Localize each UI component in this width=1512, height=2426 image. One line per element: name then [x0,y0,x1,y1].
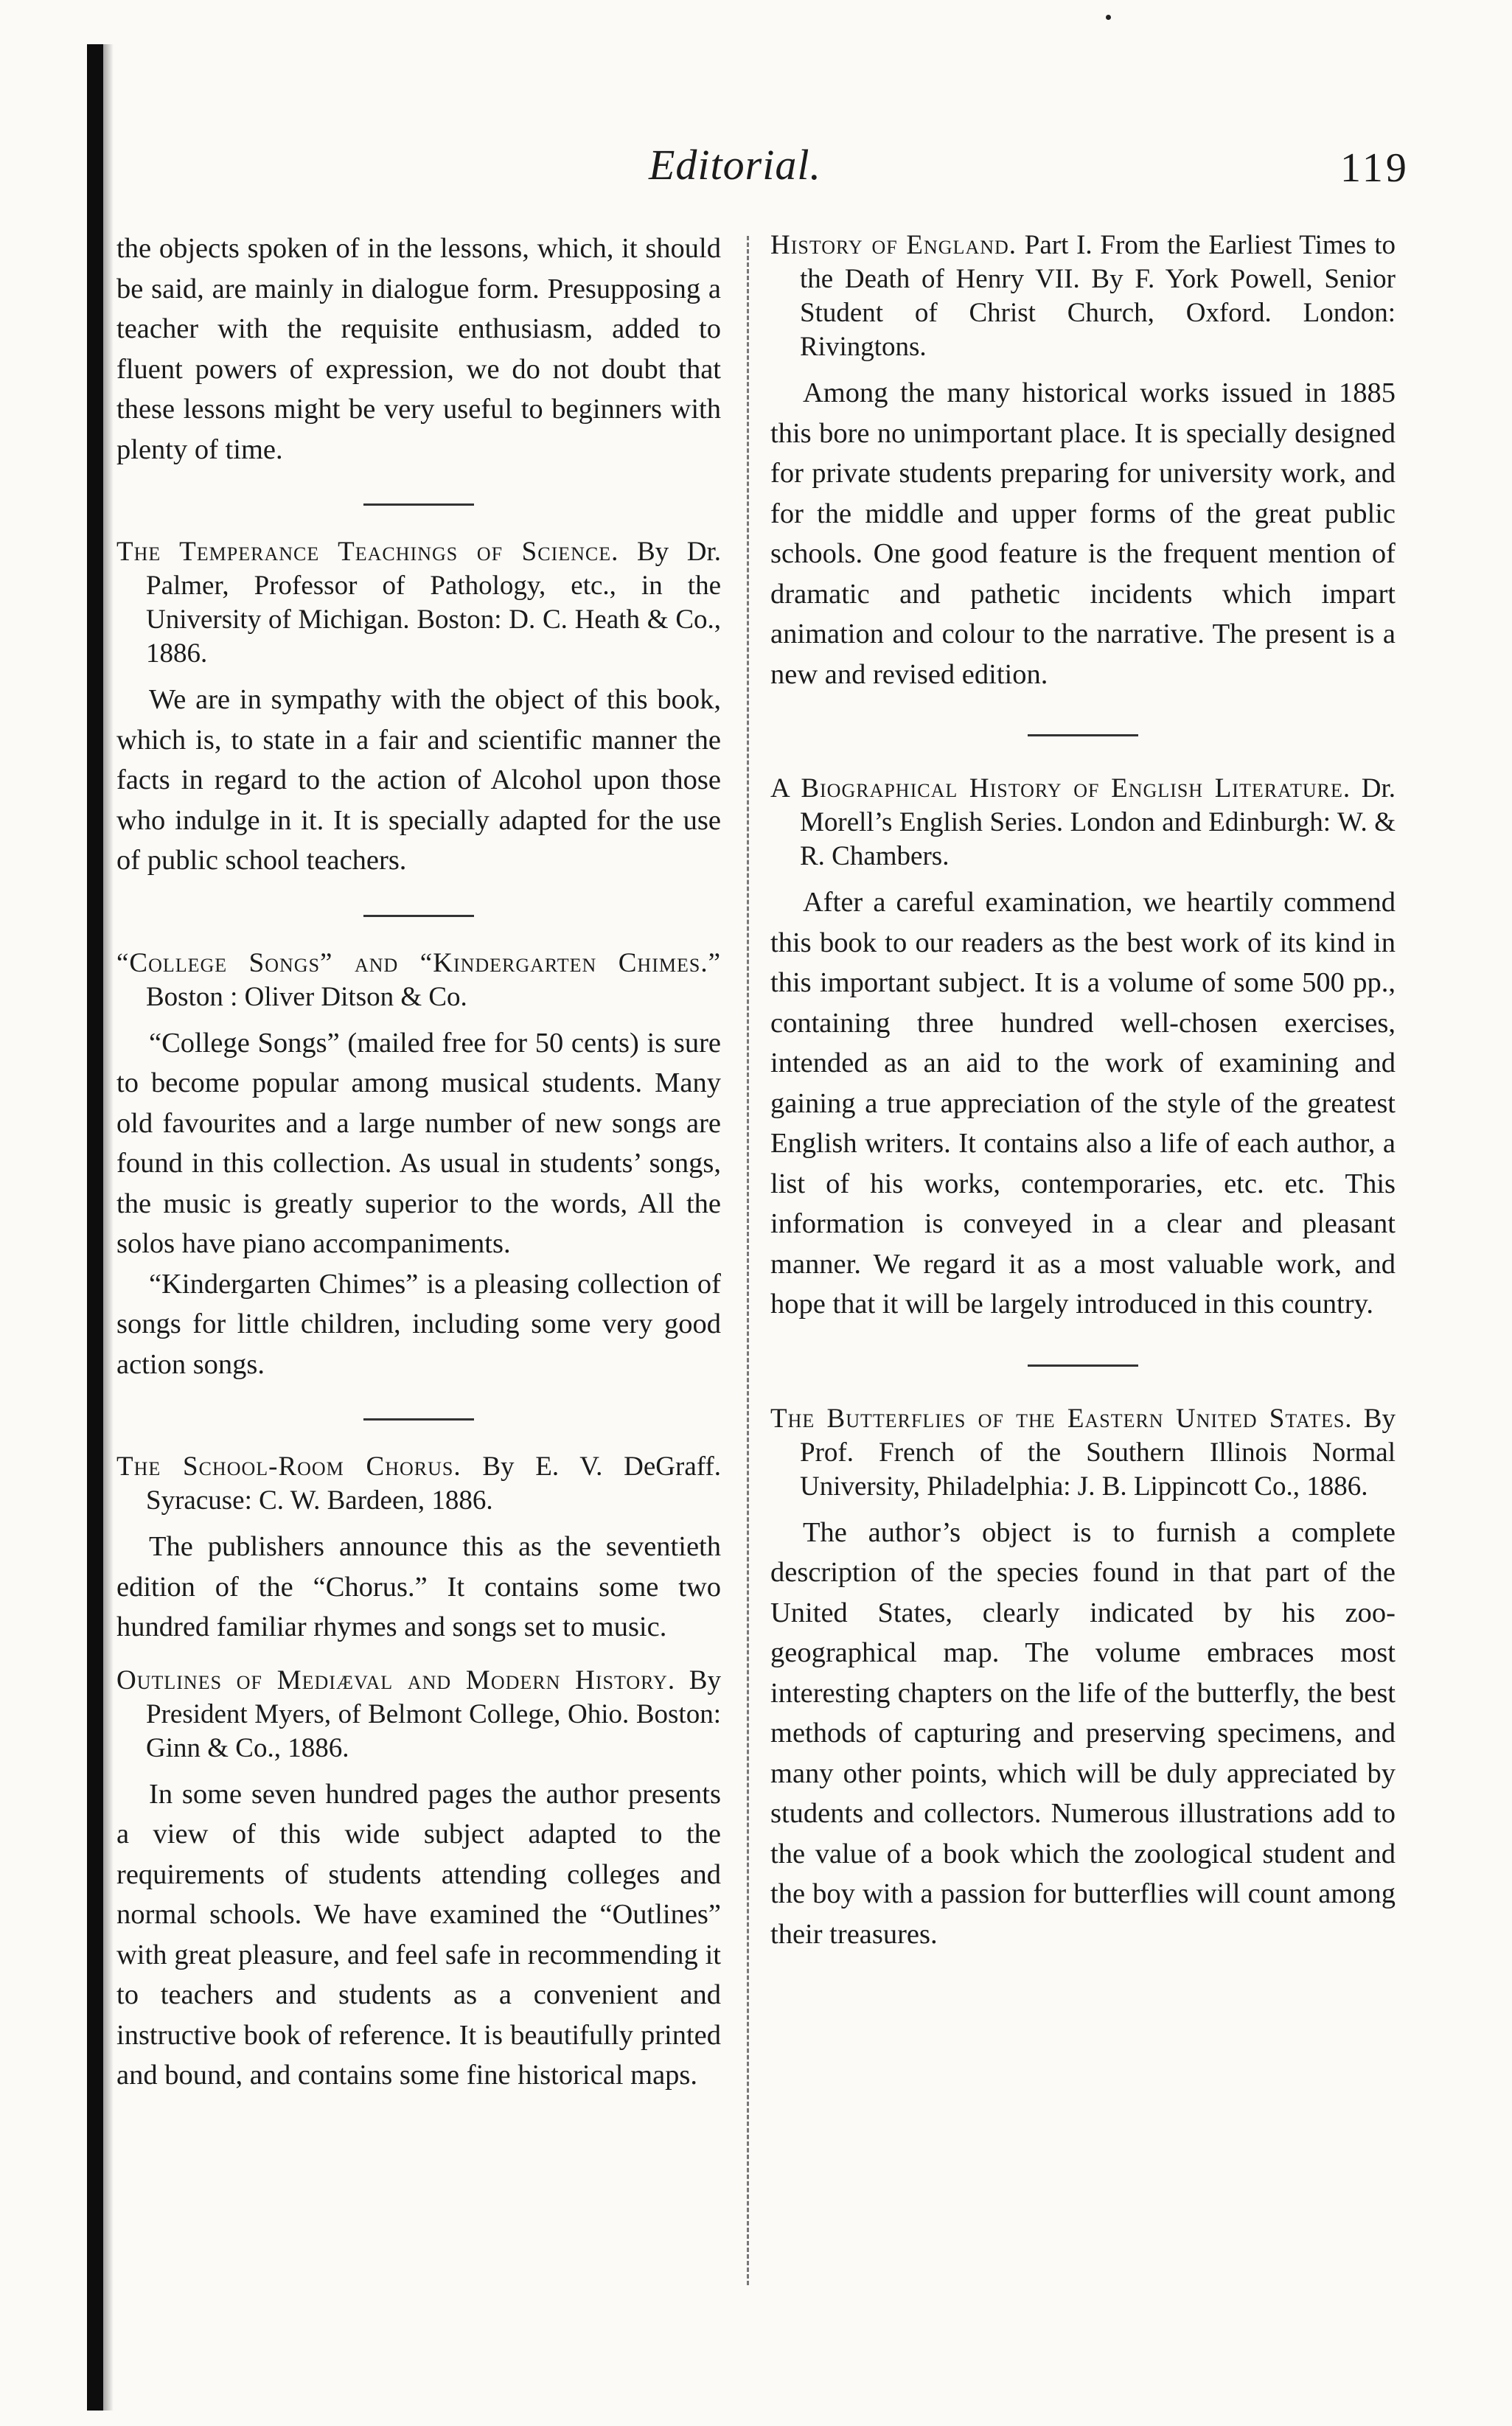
section-divider [1028,734,1138,736]
review-paragraph: The author’s object is to furnish a complete description of the species found in that part of the United States, clearly indicated by his zoo-geographical map. The volume embraces most interesting chapters on the life of the butterfly, the best methods of capturing and preserving specimens, and many other points, which will be duly appreciated by students and collectors. Numerous illustrations add to the value of a book which the zoological student and the boy with a passion for butterflies will count among their treasures. [770,1516,1396,1950]
left-column [116,229,721,2096]
review-title: “College Songs” and “Kindergarten Chimes.” [116,947,721,978]
binding-edge [87,44,103,2411]
review-paragraph: After a careful examination, we heartily commend this book to our readers as the best work of its kind in this important subject. It is a volume of some 500 pp., containing three hundred well-chosen exercises, intended as an aid to the work of examining and gaining a true appreciation of the style of the greatest English writers. It contains also a life of each author, a list of his works, contemporaries, etc. etc. This information is conveyed in a clear and pleasant manner. We regard it as a most valuable work, and hope that it will be largely introduced in this country. [770,887,1396,1320]
review-heading [116,1664,721,1766]
review-title: The School-Room Chorus. [116,1451,461,1482]
binding-shadow [103,44,114,2411]
review-title: The Butterflies of the Eastern United States. [770,1403,1353,1434]
review-title: History of England. [770,230,1017,260]
review-details: By E. V. DeGraff. Syracuse: C. W. Bardeen, 1886. [146,1451,721,1516]
section-divider [363,1418,474,1421]
section-divider [363,915,474,917]
column-rule [747,236,749,2285]
section-divider [363,503,474,506]
review-paragraph: The publishers announce this as the seventieth edition of the “Chorus.” It contains some two hundred familiar rhymes and songs set to music. [116,1531,721,1642]
review-paragraph: We are in sympathy with the object of this book, which is, to state in a fair and scientific manner the facts in regard to the action of Alcohol upon those who indulge in it. It is specially adapted for the use of public school teachers. [116,684,721,876]
review-temperance-teachings [116,535,721,881]
review-heading [116,535,721,671]
review-medieval-modern-history [116,1664,721,2096]
running-head: Editorial. [649,141,821,189]
review-details: By President Myers, of Belmont College, Ohio. Boston: Ginn & Co., 1886. [146,1665,721,1763]
review-biographical-history [770,772,1396,1325]
review-title: The Temperance Teachings of Science. [116,537,619,567]
review-details: By Dr. Palmer, Professor of Pathology, etc., in the University of Michigan. Boston: D. C. Heath & Co., 1886. [146,537,721,669]
review-details: Dr. Morell’s English Series. London and Edinburgh: W. & R. Chambers. [800,773,1396,871]
review-paragraph: “Kindergarten Chimes” is a pleasing collection of songs for little children, including some very good action songs. [116,1268,721,1380]
review-paragraph: In some seven hundred pages the author presents a view of this wide subject adapted to the requirements of students attending colleges and normal schools. We have examined the “Outlines” with great pleasure, and feel safe in recommending it to teachers and students as a convenient and instructive book of reference. It is beautifully printed and bound, and contains some fine historical maps. [116,1778,721,2091]
review-title: A Biographical History of English Literature. [770,773,1351,804]
review-history-of-england [770,229,1396,694]
review-details: Part I. From the Earliest Times to the Death of Henry VII. By F. York Powell, Senior Student of Christ Church, Oxford. London: Rivingtons. [800,230,1396,362]
review-heading [770,229,1396,364]
review-paragraph: “College Songs” (mailed free for 50 cents) is sure to become popular among musical students. Many old favourites and a large number of new songs are found in this collection. As usual in students’ songs, the music is greatly superior to the words, All the solos have piano accompaniments. [116,1027,721,1259]
review-details: By Prof. French of the Southern Illinois Normal University, Philadelphia: J. B. Lippincott Co., 1886. [800,1403,1396,1502]
review-heading [116,1450,721,1518]
review-heading [770,1402,1396,1504]
review-title: Outlines of Mediæval and Modern History. [116,1665,676,1695]
right-column [770,229,1396,1954]
section-divider [1028,1364,1138,1367]
review-details: Boston : Oliver Ditson & Co. [146,981,467,1012]
review-heading [770,772,1396,874]
review-school-room-chorus [116,1450,721,1648]
review-paragraph: Among the many historical works issued in 1885 this bore no unimportant place. It is specially designed for private students preparing for university work, and for the middle and upper forms of the great public schools. One good feature is the frequent mention of dramatic and pathetic incidents which impart animation and colour to the narrative. The present is a new and revised edition. [770,377,1396,690]
ink-speck [1106,15,1111,20]
review-butterflies [770,1402,1396,1955]
review-heading [116,947,721,1014]
continued-paragraph: the objects spoken of in the lessons, which, it should be said, are mainly in dialogue form. Presupposing a teacher with the requisite enthusiasm, added to fluent powers of expression, we do not doubt that these lessons might be very useful to beginners with plenty of time. [116,233,721,465]
page-number: 119 [1340,145,1410,191]
review-college-songs [116,947,721,1385]
